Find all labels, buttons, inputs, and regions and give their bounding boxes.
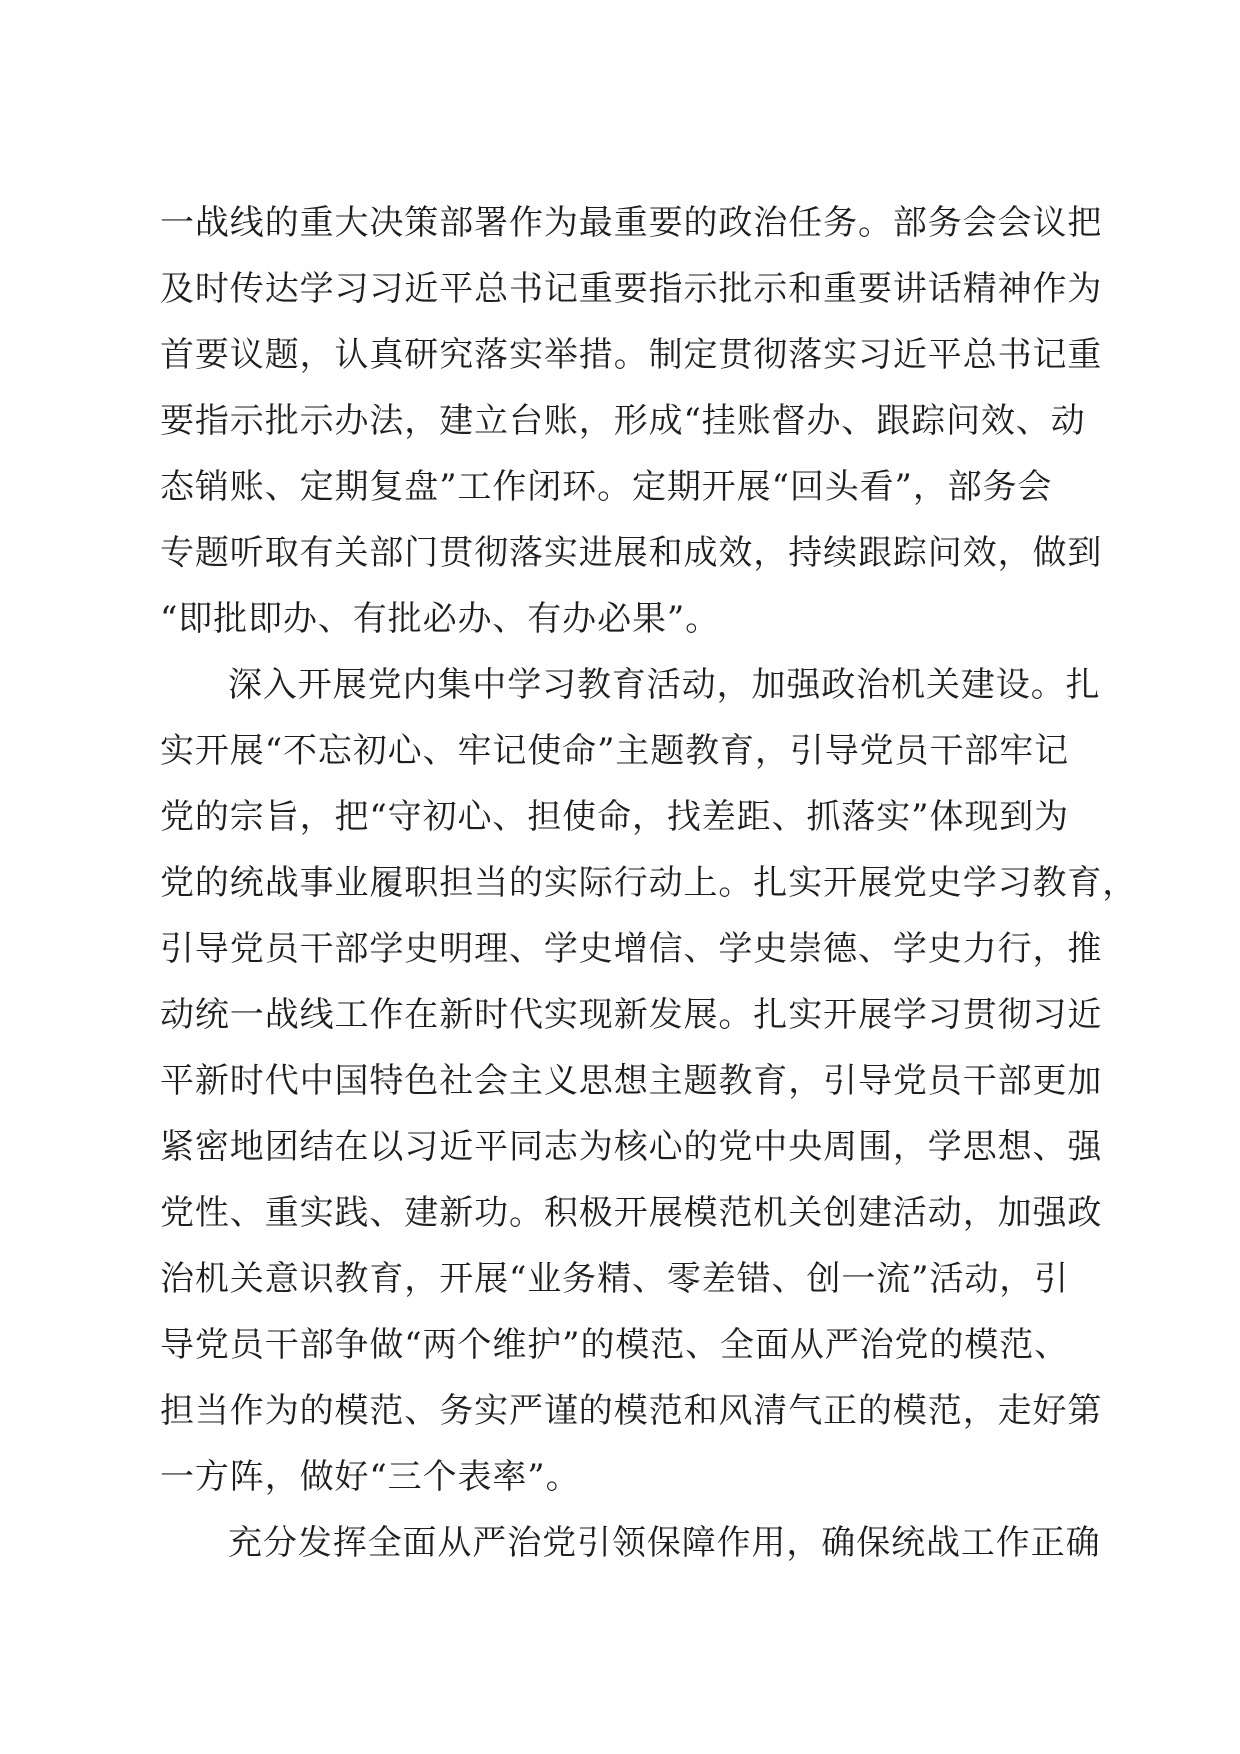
text-line: 实开展“不忘初心、牢记使命”主题教育，引导党员干部牢记 <box>160 731 1070 771</box>
text-line: 担当作为的模范、务实严谨的模范和风清气正的模范，走好第 <box>160 1391 1103 1431</box>
text-line: 引导党员干部学史明理、学史增信、学史崇德、学史力行，推 <box>160 929 1103 969</box>
text-line: 导党员干部争做“两个维护”的模范、全面从严治党的模范、 <box>160 1325 1070 1365</box>
text-line: 首要议题，认真研究落实举措。制定贯彻落实习近平总书记重 <box>160 335 1103 375</box>
text-line: 态销账、定期复盘”工作闭环。定期开展“回头看”，部务会 <box>160 467 1053 507</box>
text-line: 党的宗旨，把“守初心、担使命，找差距、抓落实”体现到为 <box>160 797 1070 837</box>
text-line: 党性、重实践、建新功。积极开展模范机关创建活动，加强政 <box>160 1193 1103 1233</box>
text-line: 党的统战事业履职担当的实际行动上。扎实开展党史学习教育， <box>160 863 1138 903</box>
text-line: 及时传达学习习近平总书记重要指示批示和重要讲话精神作为 <box>160 269 1103 309</box>
text-line: 一方阵，做好“三个表率”。 <box>160 1457 581 1497</box>
document-body <box>160 190 1138 1576</box>
paragraph-start-line: 深入开展党内集中学习教育活动，加强政治机关建设。扎 <box>228 665 1101 705</box>
paragraph-start-line: 充分发挥全面从严治党引领保障作用，确保统战工作正确 <box>228 1523 1101 1563</box>
text-line: 要指示批示办法，建立台账，形成“挂账督办、跟踪问效、动 <box>160 401 1086 441</box>
text-line: 一战线的重大决策部署作为最重要的政治任务。部务会会议把 <box>160 203 1103 243</box>
text-line: 专题听取有关部门贯彻落实进展和成效，持续跟踪问效，做到 <box>160 533 1103 573</box>
text-line: 紧密地团结在以习近平同志为核心的党中央周围，学思想、强 <box>160 1127 1103 1167</box>
text-line: 动统一战线工作在新时代实现新发展。扎实开展学习贯彻习近 <box>160 995 1103 1035</box>
text-line: 治机关意识教育，开展“业务精、零差错、创一流”活动，引 <box>160 1259 1070 1299</box>
text-line: 平新时代中国特色社会主义思想主题教育，引导党员干部更加 <box>160 1061 1103 1101</box>
text-line: “即批即办、有批必办、有办必果”。 <box>160 599 721 639</box>
